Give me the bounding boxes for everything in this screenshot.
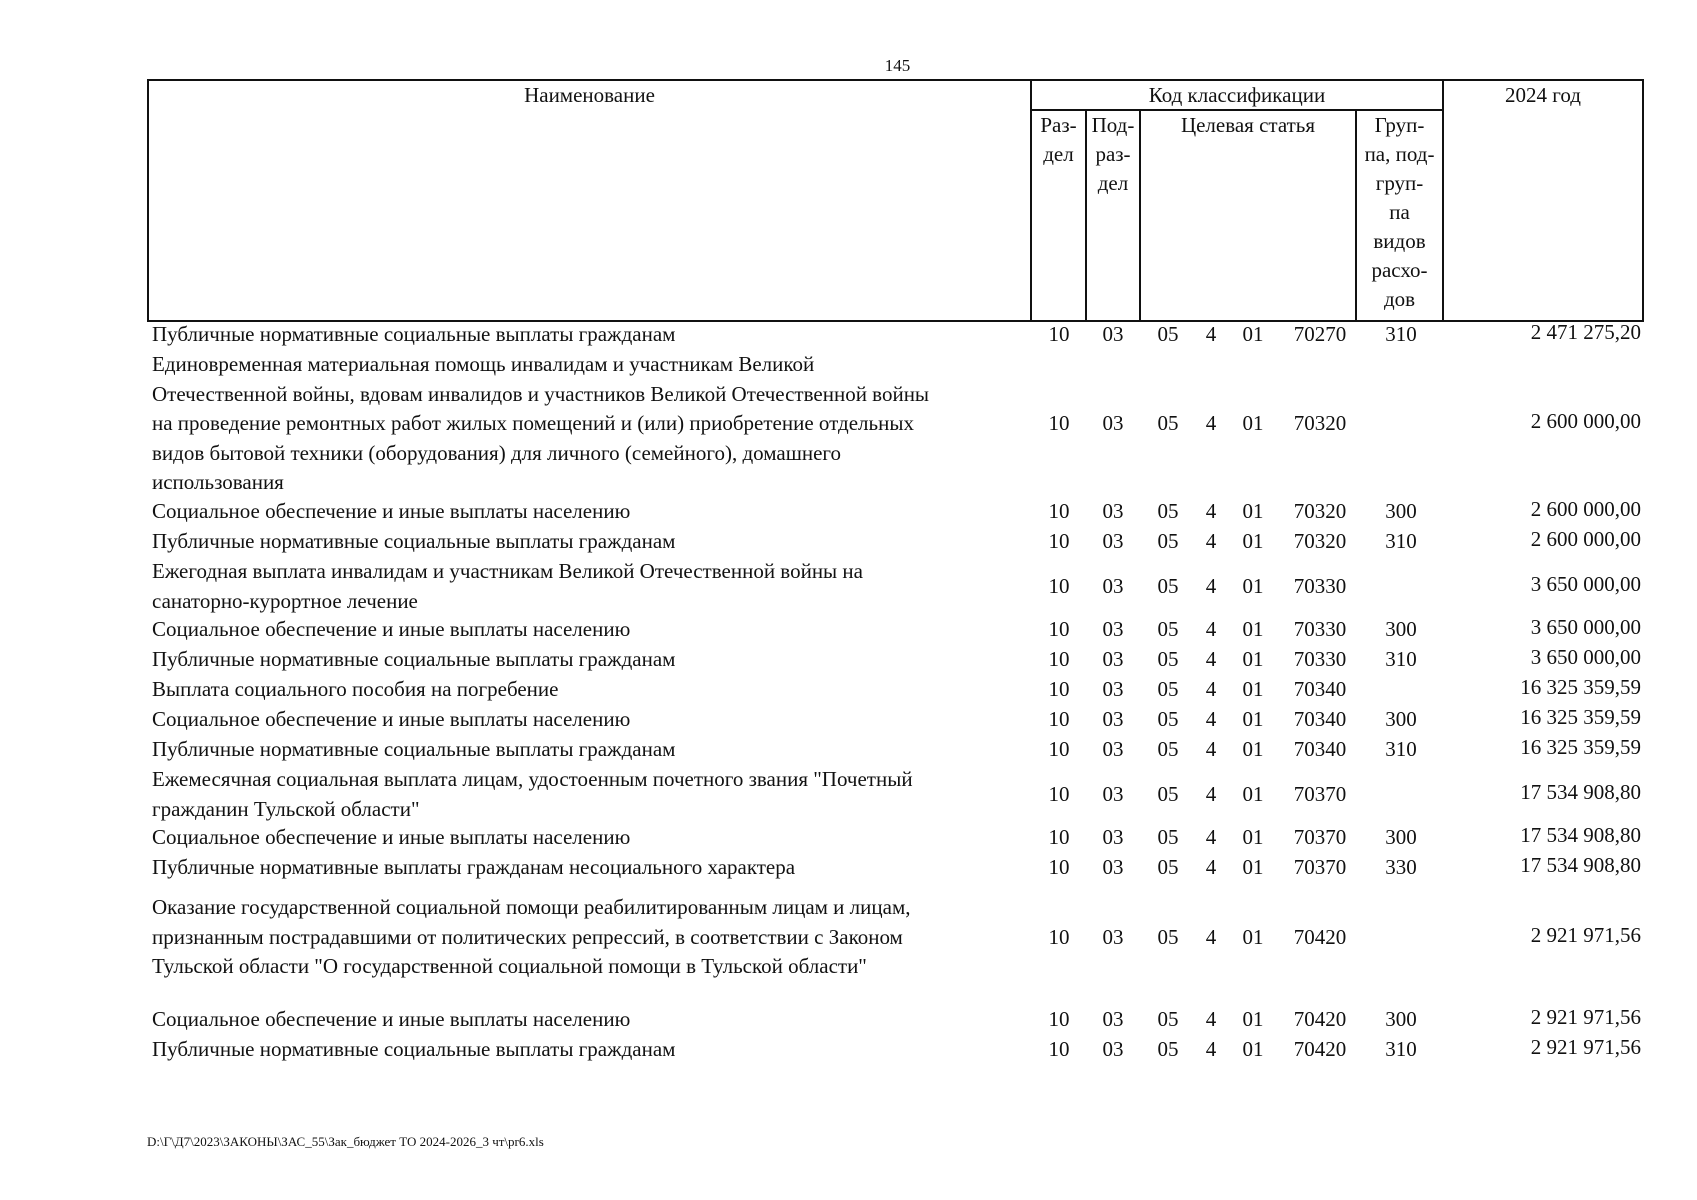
row-name [152, 645, 1032, 675]
row-vr: 310 [1385, 737, 1417, 761]
row-t1: 05 [1157, 924, 1179, 949]
row-podrazdel: 03 [1102, 707, 1124, 731]
row-name [152, 853, 1032, 883]
row-name-line: Публичные нормативные социальные выплаты гражданам [152, 737, 676, 761]
page-number: 145 [884, 56, 911, 75]
row-t4: 70420 [1293, 1007, 1347, 1031]
row-t3: 01 [1242, 855, 1264, 879]
row-t1: 05 [1157, 647, 1179, 671]
row-name-line: Тульской области "О государственной социальной помощи в Тульской области" [152, 954, 867, 978]
row-podrazdel: 03 [1102, 677, 1124, 701]
row-name-line: видов бытовой техники (оборудования) для личного (семейного), домашнего [152, 440, 842, 465]
row-t1: 05 [1157, 737, 1179, 761]
row-name-line: Единовременная материальная помощь инвалидам и участникам Великой [152, 352, 815, 376]
row-t1: 05 [1157, 322, 1179, 346]
row-t2: 4 [1205, 924, 1217, 949]
row-razdel: 10 [1048, 1007, 1070, 1031]
row-name-line: на проведение ремонтных работ жилых помещений и (или) приобретение отдельных [152, 411, 914, 435]
row-razdel: 10 [1048, 924, 1070, 949]
row-amount: 17 534 908,80 [1520, 853, 1641, 877]
row-vr: 300 [1385, 707, 1417, 731]
row-name-line: Ежегодная выплата инвалидам и участникам Великой Отечественной войны на [152, 559, 863, 583]
row-name [152, 823, 1032, 853]
row-t4: 70340 [1293, 677, 1347, 701]
row-podrazdel: 03 [1102, 573, 1124, 598]
row-amount: 2 600 000,00 [1530, 409, 1641, 433]
row-name [152, 705, 1032, 735]
row-amount: 16 325 359,59 [1520, 675, 1641, 699]
row-name-line: Публичные нормативные социальные выплаты гражданам [152, 529, 676, 553]
row-name-line: признанным пострадавшими от политических репрессий, в соответствии с Законом [152, 924, 903, 949]
row-t1: 05 [1157, 855, 1179, 879]
row-vr: 300 [1385, 499, 1417, 523]
row-podrazdel: 03 [1102, 617, 1124, 641]
row-t3: 01 [1242, 707, 1264, 731]
row-podrazdel: 03 [1102, 529, 1124, 553]
header-divider [1139, 109, 1141, 322]
row-razdel: 10 [1048, 737, 1070, 761]
row-name [152, 675, 1032, 705]
row-t4: 70340 [1293, 737, 1347, 761]
row-razdel: 10 [1048, 781, 1070, 806]
row-name [152, 615, 1032, 645]
row-podrazdel: 03 [1102, 1007, 1124, 1031]
row-t2: 4 [1205, 647, 1217, 671]
row-amount: 2 600 000,00 [1530, 497, 1641, 521]
row-amount: 3 650 000,00 [1530, 615, 1641, 639]
row-t4: 70320 [1293, 499, 1347, 523]
row-t3: 01 [1242, 529, 1264, 553]
row-amount: 17 534 908,80 [1520, 779, 1641, 804]
row-name-line: Социальное обеспечение и иные выплаты населению [152, 825, 631, 849]
row-t4: 70370 [1293, 781, 1347, 806]
row-amount: 16 325 359,59 [1520, 705, 1641, 729]
row-razdel: 10 [1048, 499, 1070, 523]
row-t4: 70320 [1293, 529, 1347, 553]
row-t4: 70370 [1293, 825, 1347, 849]
row-t1: 05 [1157, 1007, 1179, 1031]
row-podrazdel: 03 [1102, 1037, 1124, 1061]
row-amount: 2 600 000,00 [1530, 527, 1641, 551]
header-code-classification: Код классификации [1148, 83, 1326, 107]
row-t3: 01 [1242, 924, 1264, 949]
header-year: 2024 год [1505, 83, 1581, 107]
row-t2: 4 [1205, 707, 1217, 731]
row-vr: 310 [1385, 647, 1417, 671]
row-podrazdel: 03 [1102, 781, 1124, 806]
row-vr: 300 [1385, 617, 1417, 641]
row-t2: 4 [1205, 617, 1217, 641]
row-name [152, 557, 1032, 616]
row-t1: 05 [1157, 707, 1179, 731]
row-amount: 3 650 000,00 [1530, 645, 1641, 669]
row-razdel: 10 [1048, 647, 1070, 671]
row-podrazdel: 03 [1102, 737, 1124, 761]
row-razdel: 10 [1048, 573, 1070, 598]
row-t3: 01 [1242, 1007, 1264, 1031]
row-t3: 01 [1242, 737, 1264, 761]
row-podrazdel: 03 [1102, 411, 1124, 435]
header-expense-group: Груп- па, под- груп- па видов расхо- дов [1364, 113, 1435, 311]
row-t3: 01 [1242, 499, 1264, 523]
row-t3: 01 [1242, 617, 1264, 641]
row-t3: 01 [1242, 781, 1264, 806]
row-t1: 05 [1157, 411, 1179, 435]
row-name-line: Публичные нормативные социальные выплаты гражданам [152, 647, 676, 671]
header-podrazdel: Под- раз- дел [1091, 113, 1135, 195]
row-t2: 4 [1205, 825, 1217, 849]
row-t2: 4 [1205, 677, 1217, 701]
row-razdel: 10 [1048, 707, 1070, 731]
row-name [152, 765, 1032, 824]
footer-file-path: D:\Г\Д7\2023\ЗАКОНЫ\ЗАС_55\Зак_бюджет ТО 2024-2026_3 чт\pr6.xls [147, 1134, 544, 1149]
row-name-line: Социальное обеспечение и иные выплаты населению [152, 1007, 631, 1031]
row-t3: 01 [1242, 647, 1264, 671]
row-name-line: санаторно-курортное лечение [152, 588, 418, 613]
row-t2: 4 [1205, 1007, 1217, 1031]
row-razdel: 10 [1048, 322, 1070, 346]
row-vr: 300 [1385, 825, 1417, 849]
row-name [152, 1005, 1032, 1035]
row-razdel: 10 [1048, 529, 1070, 553]
row-t4: 70340 [1293, 707, 1347, 731]
row-t2: 4 [1205, 737, 1217, 761]
row-name-line: Отечественной войны, вдовам инвалидов и участников Великой Отечественной войны [152, 381, 930, 406]
row-t2: 4 [1205, 322, 1217, 346]
row-name-line: гражданин Тульской области" [152, 796, 420, 821]
row-podrazdel: 03 [1102, 825, 1124, 849]
row-amount: 2 921 971,56 [1530, 922, 1641, 947]
row-razdel: 10 [1048, 677, 1070, 701]
row-t2: 4 [1205, 781, 1217, 806]
row-name-line: Публичные нормативные социальные выплаты гражданам [152, 322, 676, 346]
row-name-line: Социальное обеспечение и иные выплаты населению [152, 499, 631, 523]
row-t1: 05 [1157, 1037, 1179, 1061]
row-t3: 01 [1242, 677, 1264, 701]
row-t1: 05 [1157, 825, 1179, 849]
row-name-line: Выплата социального пособия на погребение [152, 677, 559, 701]
row-t1: 05 [1157, 617, 1179, 641]
row-amount: 3 650 000,00 [1530, 571, 1641, 596]
row-name [152, 735, 1032, 765]
row-name [152, 497, 1032, 527]
row-name-line: Публичные нормативные социальные выплаты гражданам [152, 1037, 676, 1061]
row-t2: 4 [1205, 1037, 1217, 1061]
row-t3: 01 [1242, 411, 1264, 435]
row-t1: 05 [1157, 573, 1179, 598]
row-podrazdel: 03 [1102, 322, 1124, 346]
row-name [152, 893, 1032, 982]
row-amount: 17 534 908,80 [1520, 823, 1641, 847]
row-razdel: 10 [1048, 855, 1070, 879]
row-t4: 70330 [1293, 617, 1347, 641]
row-name [152, 1035, 1032, 1065]
row-t3: 01 [1242, 825, 1264, 849]
row-t4: 70370 [1293, 855, 1347, 879]
row-t4: 70320 [1293, 411, 1347, 435]
row-vr: 310 [1385, 529, 1417, 553]
row-amount: 2 471 275,20 [1530, 320, 1641, 344]
row-t3: 01 [1242, 573, 1264, 598]
row-name [152, 320, 1032, 350]
row-t3: 01 [1242, 322, 1264, 346]
row-vr: 310 [1385, 322, 1417, 346]
row-vr: 300 [1385, 1007, 1417, 1031]
row-t2: 4 [1205, 573, 1217, 598]
row-name-line: использования [152, 470, 284, 494]
row-name-line: Социальное обеспечение и иные выплаты населению [152, 617, 631, 641]
row-razdel: 10 [1048, 1037, 1070, 1061]
row-t3: 01 [1242, 1037, 1264, 1061]
row-t2: 4 [1205, 411, 1217, 435]
row-amount: 16 325 359,59 [1520, 735, 1641, 759]
header-razdel: Раз- дел [1040, 113, 1077, 166]
row-t1: 05 [1157, 529, 1179, 553]
row-name-line: Публичные нормативные выплаты гражданам несоциального характера [152, 855, 796, 879]
row-name-line: Оказание государственной социальной помощи реабилитированным лицам и лицам, [152, 895, 911, 919]
row-name [152, 527, 1032, 557]
header-target-article: Целевая статья [1180, 113, 1316, 137]
row-vr: 330 [1385, 855, 1417, 879]
row-vr: 310 [1385, 1037, 1417, 1061]
row-razdel: 10 [1048, 411, 1070, 435]
row-t1: 05 [1157, 499, 1179, 523]
row-t4: 70330 [1293, 647, 1347, 671]
row-name-line: Социальное обеспечение и иные выплаты населению [152, 707, 631, 731]
row-t2: 4 [1205, 499, 1217, 523]
row-name-line: Ежемесячная социальная выплата лицам, удостоенным почетного звания "Почетный [152, 767, 913, 791]
row-podrazdel: 03 [1102, 855, 1124, 879]
header-name: Наименование [524, 83, 655, 107]
row-t2: 4 [1205, 529, 1217, 553]
row-podrazdel: 03 [1102, 924, 1124, 949]
row-t4: 70330 [1293, 573, 1347, 598]
header-divider [1442, 79, 1444, 322]
row-t1: 05 [1157, 677, 1179, 701]
row-t4: 70270 [1293, 322, 1347, 346]
row-t4: 70420 [1293, 1037, 1347, 1061]
row-amount: 2 921 971,56 [1530, 1005, 1641, 1029]
row-podrazdel: 03 [1102, 499, 1124, 523]
row-t2: 4 [1205, 855, 1217, 879]
row-razdel: 10 [1048, 617, 1070, 641]
row-amount: 2 921 971,56 [1530, 1035, 1641, 1059]
row-t1: 05 [1157, 781, 1179, 806]
row-razdel: 10 [1048, 825, 1070, 849]
row-podrazdel: 03 [1102, 647, 1124, 671]
row-name [152, 350, 1032, 498]
row-t4: 70420 [1293, 924, 1347, 949]
